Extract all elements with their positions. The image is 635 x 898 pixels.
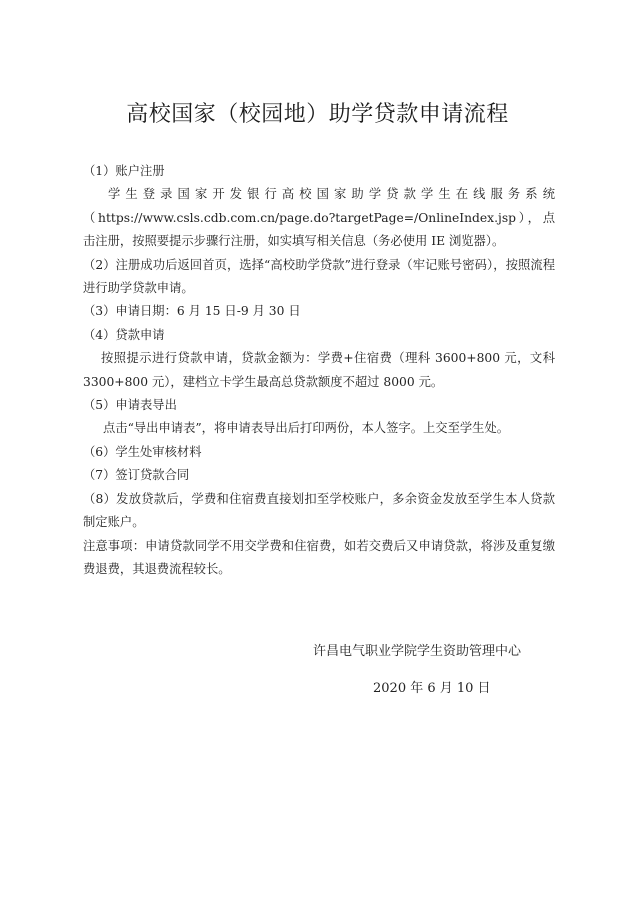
step-5-detail: 点击“导出申请表”，将申请表导出后打印两份，本人签字。上交至学生处。 xyxy=(103,421,510,436)
step-6-paragraph: （6）学生处审核材料 xyxy=(83,444,202,459)
notice-paragraph: 注意事项：申请贷款同学不用交学费和住宿费，如若交费后又申请贷款，将涉及重复缴费退费，其退费流程较长。 xyxy=(83,538,555,576)
step-5-heading: （5）申请表导出 xyxy=(83,398,177,413)
step-2-paragraph: （2）注册成功后返回首页，选择“高校助学贷款”进行登录（牢记账号密码），按照流程进行助学贷款申请。 xyxy=(83,257,555,296)
issue-date: 2020 年 6 月 10 日 xyxy=(373,681,491,696)
step-1-detail: 学生登录国家开发银行高校国家助学贷款学生在线服务系统（https://www.csls.cdb.com.cn/page.do?targetPage=/OnlineIndex.jsp），点击注册，按照要提示步骤行注册，如实填写相关信息（务必使用 IE 浏览器）。 xyxy=(83,187,555,249)
step-3-paragraph: （3）申请日期：6 月 15 日-9 月 30 日 xyxy=(83,304,301,319)
step-4-heading: （4）贷款申请 xyxy=(83,327,165,342)
step-4-detail: 按照提示进行贷款申请，贷款金额为：学费+住宿费（理科 3600+800 元，文科 3300+800 元），建档立卡学生最高总贷款额度不超过 8000 元。 xyxy=(83,351,555,389)
issuer-signature: 许昌电气职业学院学生资助管理中心 xyxy=(313,644,522,659)
step-8-paragraph: （8）发放贷款后，学费和住宿费直接划扣至学校账户，多余资金发放至学生本人贷款制定账户。 xyxy=(83,491,555,530)
step-1-heading: （1）账户注册 xyxy=(83,164,165,178)
document-body xyxy=(83,160,555,581)
document-title: 高校国家（校园地）助学贷款申请流程 xyxy=(126,102,509,127)
step-7-paragraph: （7）签订贷款合同 xyxy=(83,468,190,483)
